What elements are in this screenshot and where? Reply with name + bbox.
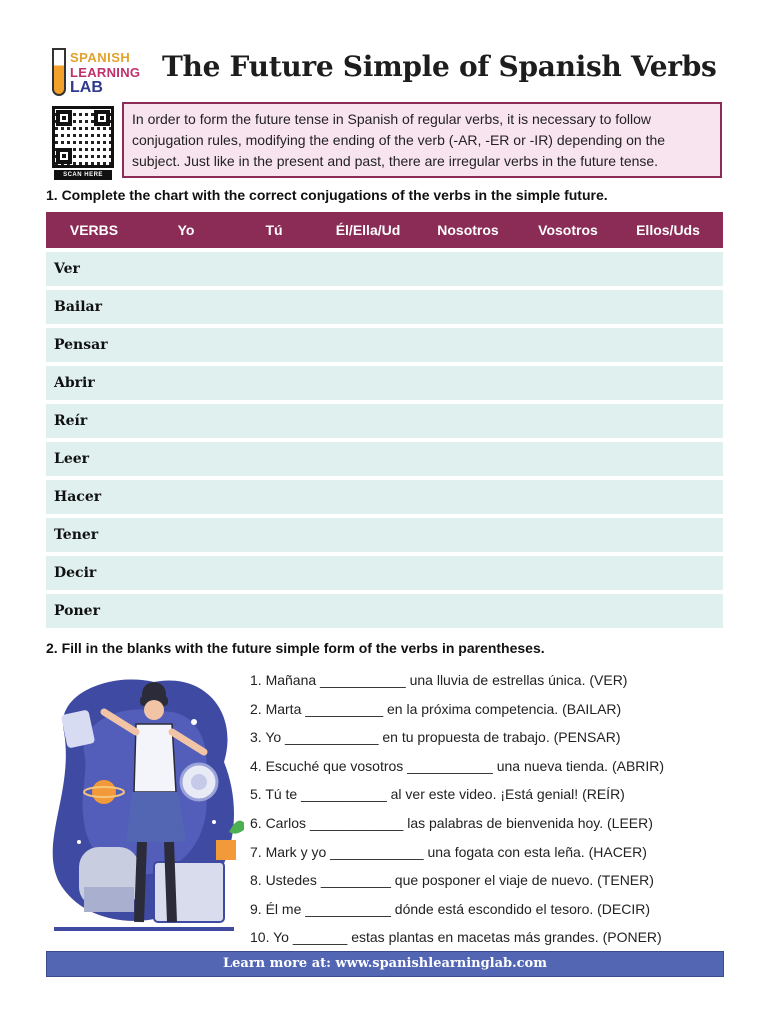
verb-label: Bailar: [54, 299, 102, 315]
verb-row-ver[interactable]: [46, 252, 723, 286]
verb-row-tener[interactable]: [46, 518, 723, 552]
chart-header-cell: VERBS: [69, 222, 119, 238]
verb-row-leer[interactable]: [46, 442, 723, 476]
header: [48, 42, 728, 102]
verb-label: Leer: [54, 451, 90, 467]
verb-row-hacer[interactable]: [46, 480, 723, 514]
footer-link[interactable]: Learn more at: www.spanishlearninglab.com: [46, 951, 724, 977]
test-tube-icon: [52, 48, 66, 96]
verb-row-decir[interactable]: [46, 556, 723, 590]
spanish-learning-lab-logo[interactable]: [48, 42, 158, 100]
verb-label: Poner: [54, 603, 100, 619]
verb-label: Reír: [54, 413, 88, 429]
verb-label: Hacer: [54, 489, 102, 505]
verb-row-poner[interactable]: [46, 594, 723, 628]
list-item[interactable]: 4. Escuché que vosotros ___________ una nueva tienda. (ABRIR): [250, 757, 665, 774]
list-item[interactable]: 2. Marta __________ en la próxima competencia. (BAILAR): [250, 700, 622, 717]
list-item[interactable]: 6. Carlos ____________ las palabras de bienvenida hoy. (LEER): [250, 814, 653, 831]
list-item[interactable]: 1. Mañana ___________ una lluvia de estrellas única. (VER): [250, 672, 628, 688]
chart-header-cell: Ellos/Uds: [636, 222, 700, 238]
logo-line3: LAB: [70, 79, 103, 96]
verb-row-bailar[interactable]: [46, 290, 723, 324]
list-item[interactable]: 9. Él me ___________ dónde está escondido el tesoro. (DECIR): [250, 900, 651, 917]
chart-header-cell: Yo: [177, 222, 195, 238]
vr-woman-illustration: [44, 672, 244, 942]
verb-row-reir[interactable]: [46, 404, 723, 438]
page-title: The Future Simple of Spanish Verbs: [162, 50, 717, 83]
list-item[interactable]: 10. Yo _______ estas plantas en macetas más grandes. (PONER): [250, 929, 662, 946]
verb-row-abrir[interactable]: [46, 366, 723, 400]
logo-line2: LEARNING: [70, 65, 141, 80]
section2-heading: 2. Fill in the blanks with the future simple form of the verbs in parentheses.: [46, 640, 545, 656]
verb-label: Pensar: [54, 337, 108, 353]
chart-header-row: [46, 212, 723, 248]
list-item[interactable]: 3. Yo ____________ en tu propuesta de trabajo. (PENSAR): [250, 729, 621, 746]
list-item[interactable]: 7. Mark y yo ____________ una fogata con esta leña. (HACER): [250, 843, 647, 860]
logo-line1: SPANISH: [70, 50, 131, 65]
chart-header-cell: Nosotros: [437, 222, 499, 238]
verb-label: Tener: [54, 527, 99, 543]
conjugation-chart: [46, 212, 723, 628]
verb-label: Ver: [54, 261, 80, 277]
fill-in-list: [250, 670, 728, 956]
list-item[interactable]: 5. Tú te ___________ al ver este video. ¡Está genial! (REÍR): [250, 786, 625, 803]
verb-label: Abrir: [54, 375, 95, 391]
chart-header-cell: Él/Ella/Ud: [335, 222, 401, 238]
qr-caption: SCAN HERE: [54, 170, 112, 180]
intro-text: In order to form the future tense in Spanish of regular verbs, it is necessary to follow conjugation rules, modifying the ending of the verb (-AR, -ER or -IR) depending on the subject. Just like in the present and past, there are irregular verbs in the future tense.: [122, 102, 722, 178]
chart-header-cell: Vosotros: [538, 222, 598, 238]
verb-label: Decir: [54, 565, 97, 581]
list-item[interactable]: 8. Ustedes _________ que posponer el viaje de nuevo. (TENER): [250, 872, 654, 889]
chart-header-cell: Tú: [265, 222, 283, 238]
section1-heading: 1. Complete the chart with the correct conjugations of the verbs in the simple future.: [46, 187, 608, 203]
verb-row-pensar[interactable]: [46, 328, 723, 362]
qr-code-icon[interactable]: [52, 106, 114, 168]
